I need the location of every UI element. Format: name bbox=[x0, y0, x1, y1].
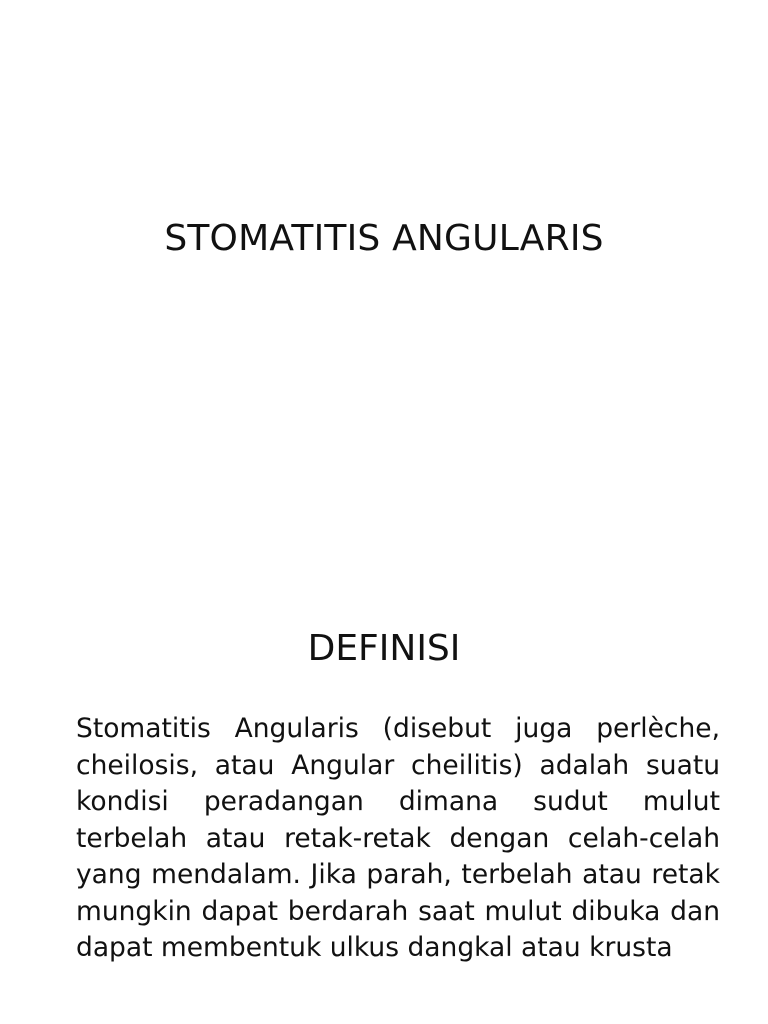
definition-paragraph: Stomatitis Angularis (disebut juga perlèche, cheilosis, atau Angular cheilitis) adalah suatu kondisi peradangan dimana sudut mulut terbelah atau retak-retak dengan celah-celah yang mendalam. Jika parah, terbelah atau retak mungkin dapat berdarah saat mulut dibuka dan dapat membentuk ulkus dangkal atau krusta bbox=[76, 713, 720, 963]
section-heading: DEFINISI bbox=[307, 628, 461, 669]
slide-title: STOMATITIS ANGULARIS bbox=[164, 218, 604, 259]
definition-slide bbox=[0, 570, 768, 1024]
